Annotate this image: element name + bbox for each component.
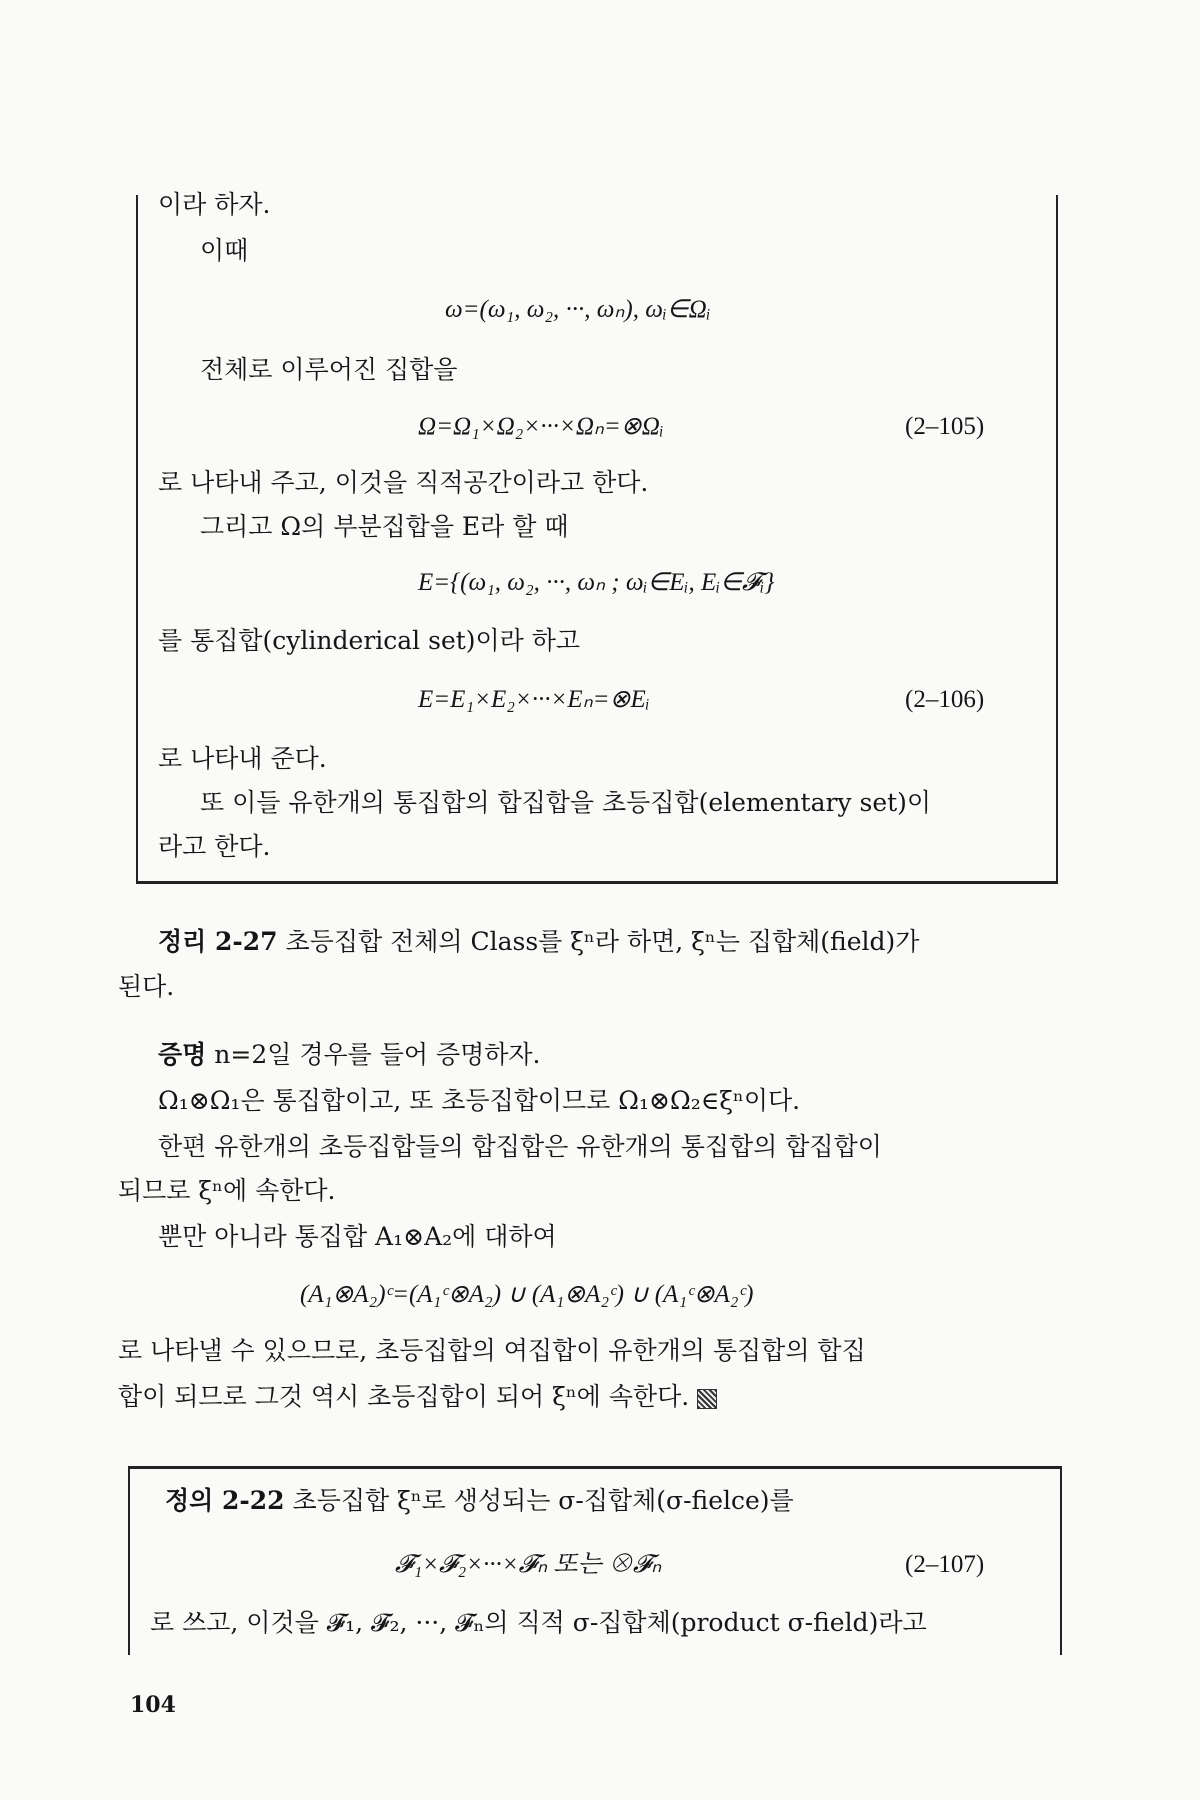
text-line: 를 통집합(cylinderical set)이라 하고 <box>158 626 581 655</box>
text-line <box>118 1382 717 1412</box>
equation: Ω=Ω₁×Ω₂×···×Ωₙ=⊗Ωᵢ <box>418 413 664 440</box>
end-of-proof-icon <box>697 1389 717 1409</box>
definition-label: 정의 2-22 <box>165 1486 285 1515</box>
text-line: 이라 하자. <box>158 190 271 219</box>
theorem-line <box>158 927 919 957</box>
equation-number: (2–105) <box>905 413 985 440</box>
definition-text: 초등집합 ξⁿ로 생성되는 σ-집합체(σ-fielce)를 <box>292 1486 794 1515</box>
proof-line <box>158 1040 541 1070</box>
theorem-text: 초등집합 전체의 Class를 ξⁿ라 하면, ξⁿ는 집합체(field)가 <box>285 927 920 956</box>
text-line: Ω₁⊗Ω₁은 통집합이고, 또 초등집합이므로 Ω₁⊗Ω₂∈ξⁿ이다. <box>158 1086 801 1115</box>
text-line: 로 나타내 주고, 이것을 직적공간이라고 한다. <box>158 468 649 497</box>
equation-number: (2–106) <box>905 686 985 713</box>
proof-text: n=2일 경우를 들어 증명하자. <box>214 1040 541 1069</box>
text-line: 또 이들 유한개의 통집합의 합집합을 초등집합(elementary set)이 <box>200 788 932 817</box>
equation: 𝓕₁×𝓕₂×···×𝓕ₙ 또는 ⊗𝓕ₙ <box>395 1551 662 1578</box>
theorem-label: 정리 2-27 <box>158 927 278 956</box>
definition-line <box>165 1486 794 1516</box>
text-line: 한편 유한개의 초등집합들의 합집합은 유한개의 통집합의 합집합이 <box>158 1132 882 1161</box>
equation-number: (2–107) <box>905 1551 985 1578</box>
text-line: 된다. <box>118 972 175 1001</box>
text-line: 라고 한다. <box>158 832 271 861</box>
text-line: 이때 <box>200 236 249 265</box>
text-line: 로 쓰고, 이것을 𝓕₁, 𝓕₂, ···, 𝓕ₙ의 직적 σ-집합체(product σ-field)라고 <box>150 1608 927 1637</box>
proof-last-text: 합이 되므로 그것 역시 초등집합이 되어 ξⁿ에 속한다. <box>118 1382 690 1411</box>
text-line: 로 나타내 준다. <box>158 744 327 773</box>
equation: ω=(ω₁, ω₂, ···, ωₙ), ωᵢ∈Ωᵢ <box>445 296 711 323</box>
equation: E=E₁×E₂×···×Eₙ=⊗Eᵢ <box>418 686 650 713</box>
text-line: 뿐만 아니라 통집합 A₁⊗A₂에 대하여 <box>158 1222 557 1251</box>
text-line: 로 나타낼 수 있으므로, 초등집합의 여집합이 유한개의 통집합의 합집 <box>118 1336 866 1365</box>
proof-label: 증명 <box>158 1040 207 1069</box>
text-line: 되므로 ξⁿ에 속한다. <box>118 1176 336 1205</box>
equation: (A₁⊗A₂)ᶜ=(A₁ᶜ⊗A₂) ∪ (A₁⊗A₂ᶜ) ∪ (A₁ᶜ⊗A₂ᶜ) <box>300 1281 754 1308</box>
text-line: 전체로 이루어진 집합을 <box>200 355 458 384</box>
text-line: 그리고 Ω의 부분집합을 E라 할 때 <box>200 512 569 541</box>
equation: E={(ω₁, ω₂, ···, ωₙ ; ωᵢ∈Eᵢ, Eᵢ∈𝓕ᵢ} <box>418 569 775 596</box>
page-number: 104 <box>130 1692 176 1718</box>
